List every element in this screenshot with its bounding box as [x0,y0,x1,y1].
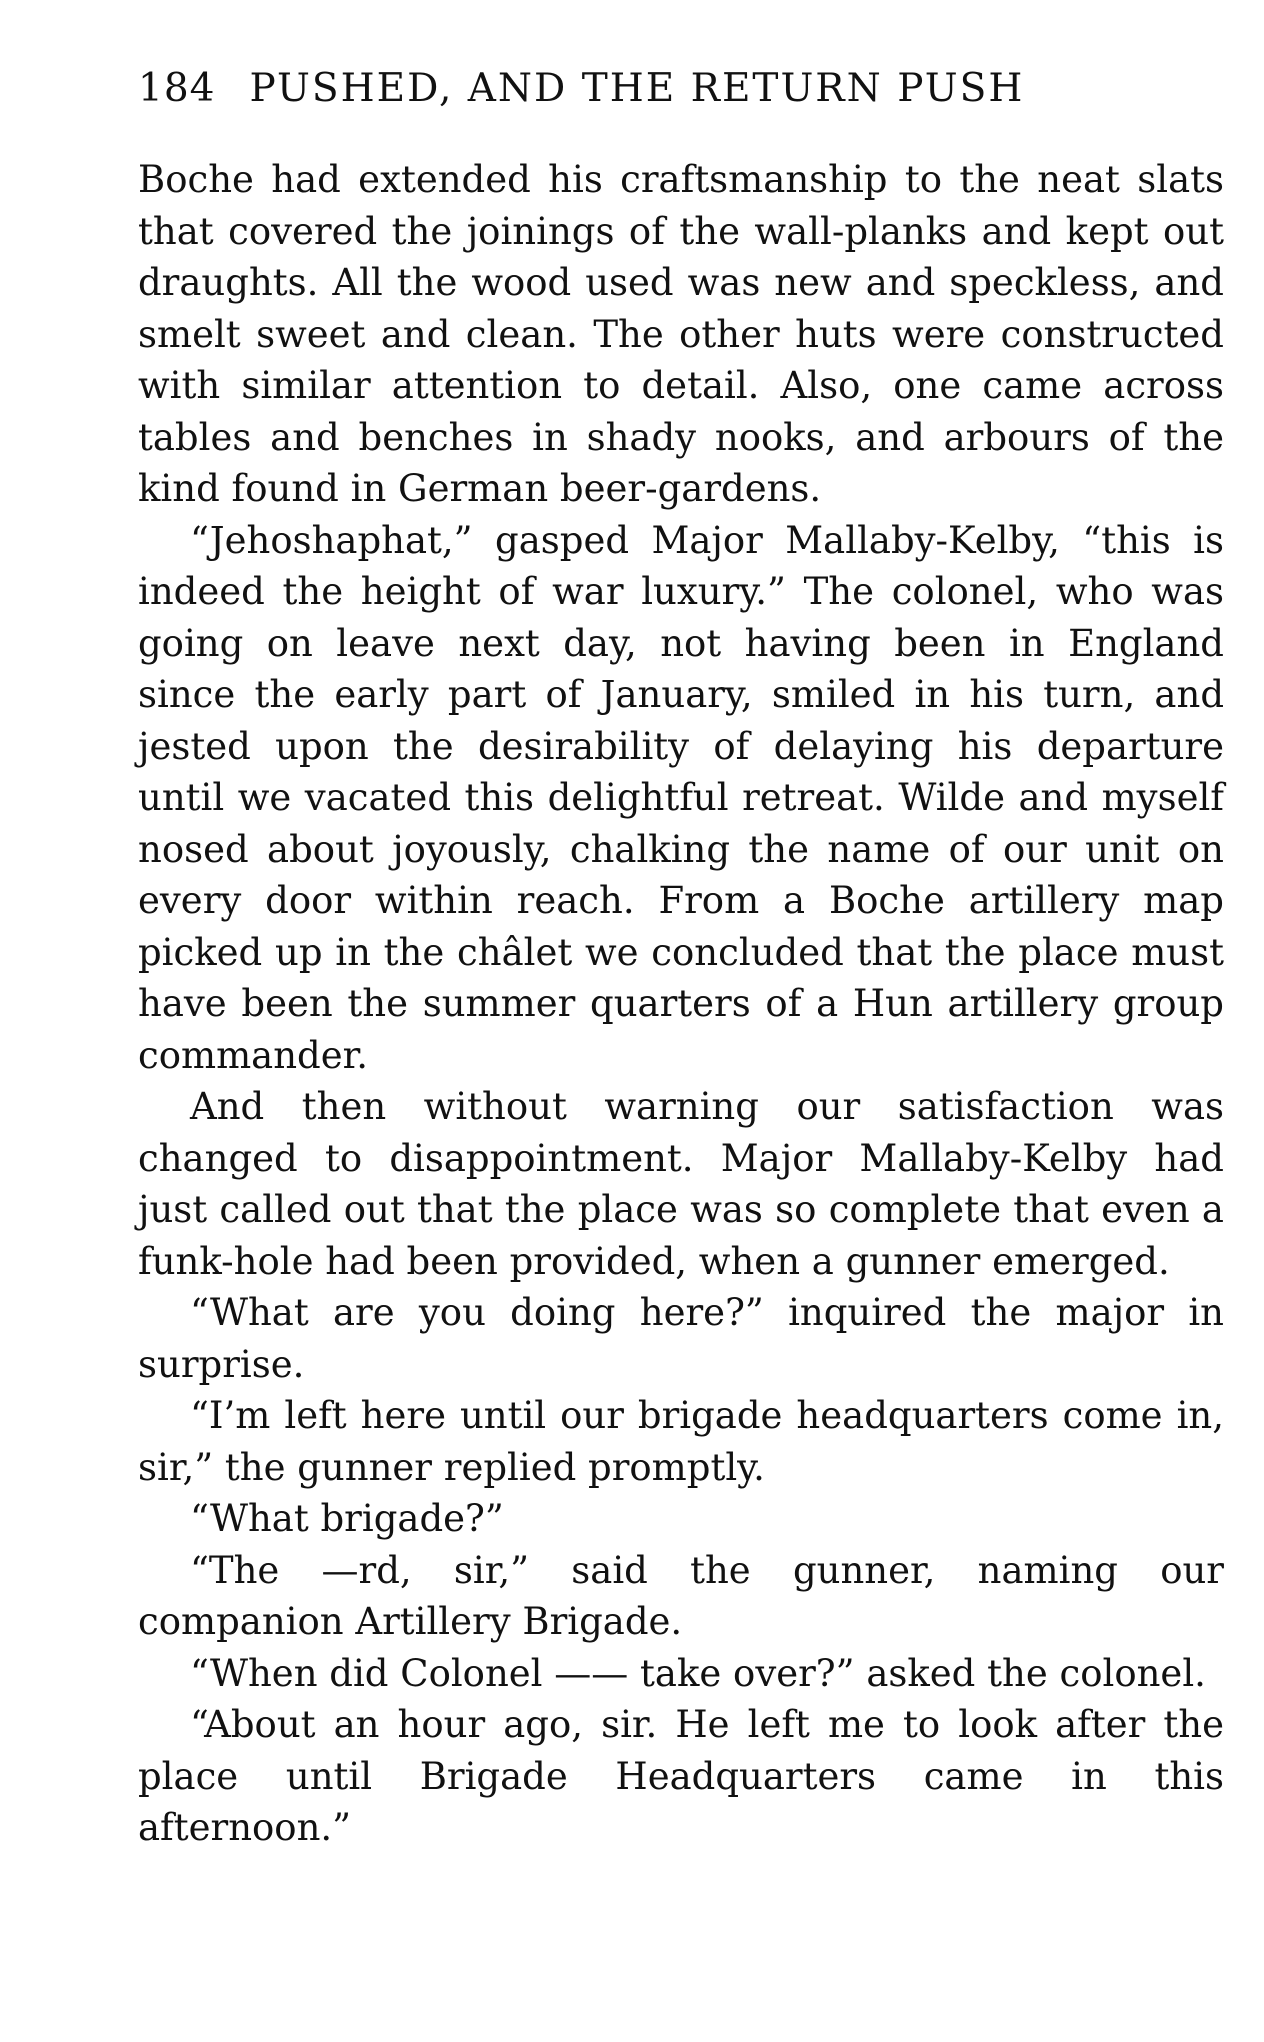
paragraph: “Jehoshaphat,” gasped Major Mallaby-Kelby, “this is indeed the height of war luxury.” The colonel, who was going on leave next day, not having been in England since the early part of January, smiled in his turn, and jested upon the desirability of delaying his departure until we vacated this delightful retreat. Wilde and myself nosed about joyously, chalking the name of our unit on every door within reach. From a Boche artillery map picked up in the châlet we concluded that the place must have been the summer quarters of a Hun artillery group commander. [138,518,1224,1077]
paragraph: “When did Colonel —— take over?” asked the colonel. [190,1651,1206,1695]
paragraph: “What are you doing here?” inquired the major in surprise. [138,1291,1224,1386]
paragraph: “The —rd, sir,” said the gunner, naming our companion Artillery Brigade. [138,1548,1224,1643]
paragraph: “About an hour ago, sir. He left me to look after the place until Brigade Headquarters came in this afternoon.” [138,1703,1224,1849]
paragraph: “I’m left here until our brigade headquarters come in, sir,” the gunner replied promptly. [138,1394,1224,1489]
book-page [138,66,1224,1854]
page-number: 184 [138,66,216,111]
running-title: PUSHED, AND THE RETURN PUSH [249,66,1025,111]
paragraph: “What brigade?” [190,1497,504,1540]
body-text [138,154,1224,1854]
paragraph: And then without warning our satisfaction was changed to disappointment. Major Mallaby-Kelby had just called out that the place was so complete that even a funk-hole had been provided, when a gunner emerged. [138,1085,1224,1283]
running-header [138,66,1224,136]
paragraph: Boche had extended his craftsmanship to the neat slats that covered the joinings of the wall-planks and kept out draughts. All the wood used was new and speckless, and smelt sweet and clean. The other huts were constructed with similar attention to detail. Also, one came across tables and benches in shady nooks, and arbours of the kind found in German beer-gardens. [138,158,1224,510]
